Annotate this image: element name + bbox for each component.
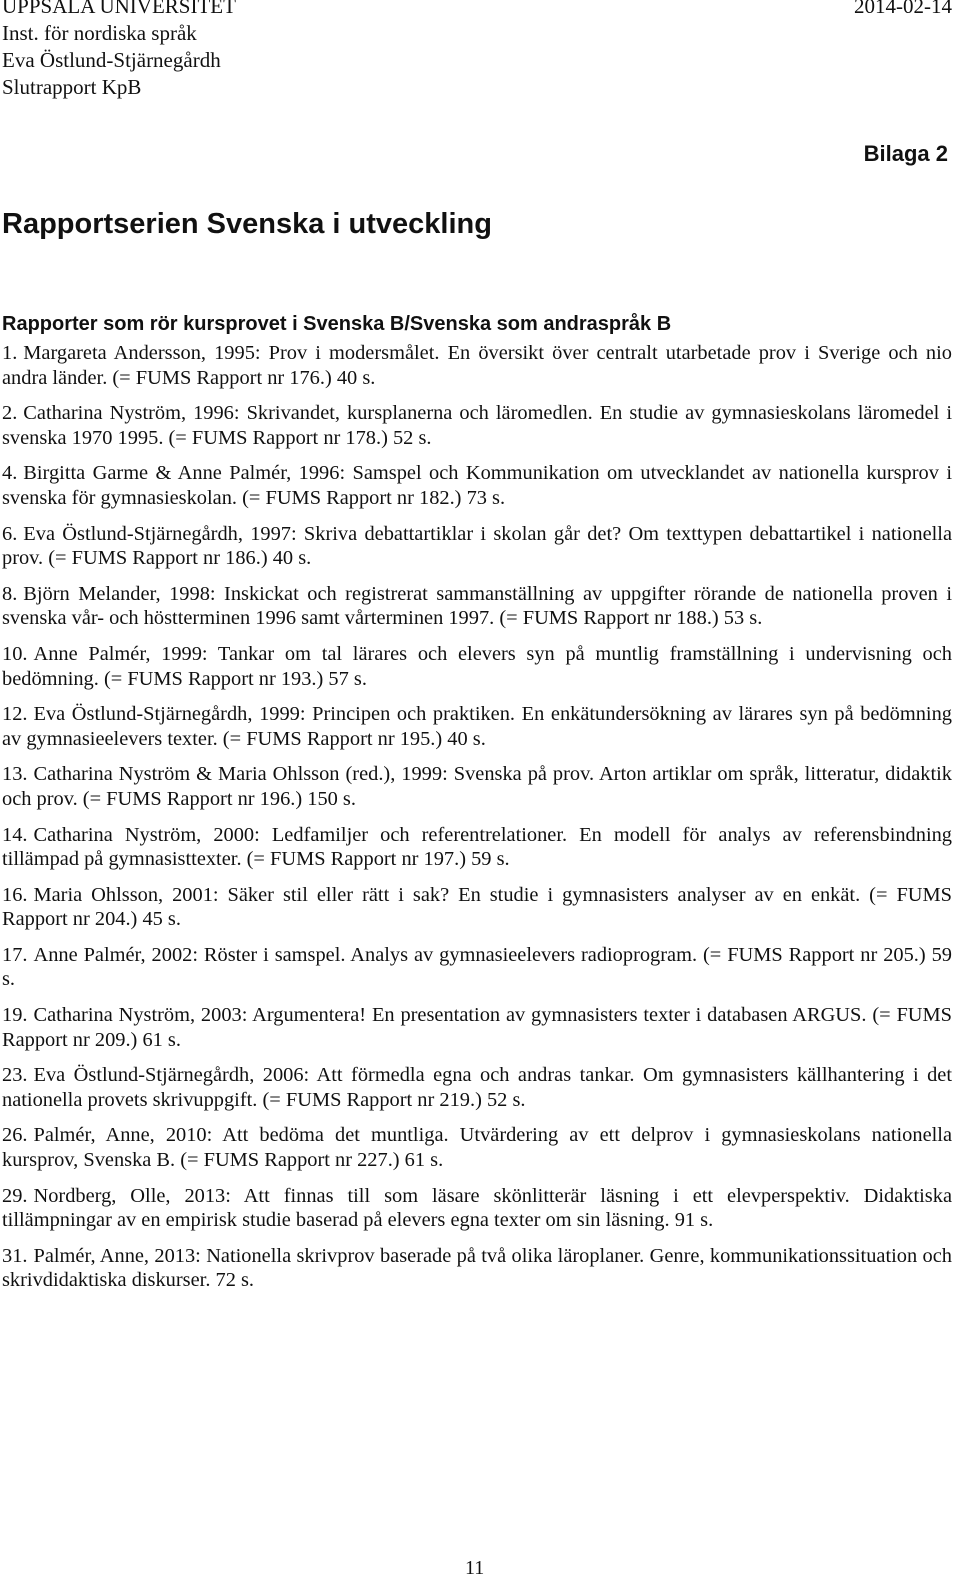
entry-number: 14. xyxy=(2,823,28,846)
list-item xyxy=(2,943,952,992)
list-item xyxy=(2,401,952,450)
entry-text: Eva Östlund-Stjärnegårdh, 1997: Skriva debattartiklar i skolan går det? Om texttypen debattartikel i nationella prov. (= FUMS Rapport nr 186.) 40 s. xyxy=(2,522,952,570)
list-item xyxy=(2,1123,952,1172)
list-item xyxy=(2,341,952,390)
entry-number: 13. xyxy=(2,763,28,786)
list-item xyxy=(2,762,952,811)
entry-number: 29. xyxy=(2,1184,28,1207)
entry-text: Björn Melander, 1998: Inskickat och registrerat sammanställning av uppgifter rörande de nationella proven i svenska vår- och höstterminen 1996 samt vårterminen 1997. (= FUMS Rapport nr 188.) 53 s. xyxy=(2,582,952,630)
entry-number: 1. xyxy=(2,342,18,364)
entry-number: 12. xyxy=(2,703,28,726)
header-date: 2014-02-14 xyxy=(854,0,952,18)
entry-text: Nordberg, Olle, 2013: Att finnas till som läsare skönlitterär läsning i ett elevperspektiv. Didaktiska tillämpningar av en empirisk studie baserad på elevers egna texter om sin läsning. 91 s. xyxy=(2,1184,952,1232)
list-item xyxy=(2,1063,952,1112)
page-title: Rapportserien Svenska i utveckling xyxy=(2,208,492,240)
list-item xyxy=(2,1003,952,1052)
entry-text: Eva Östlund-Stjärnegårdh, 2006: Att förmedla egna och andras tankar. Om gymnasisters källhantering i det nationella provets skrivuppgift. (= FUMS Rapport nr 219.) 52 s. xyxy=(2,1064,952,1111)
entry-text: Anne Palmér, 1999: Tankar om tal lärares och elevers syn på muntlig framställning i undervisning och bedömning. (= FUMS Rapport nr 193.) 57 s. xyxy=(2,642,952,690)
list-item xyxy=(2,1244,952,1293)
entry-number: 2. xyxy=(2,402,18,425)
entry-text: Catharina Nyström, 2003: Argumentera! En presentation av gymnasisters texter i databasen ARGUS. (= FUMS Rapport nr 209.) 61 s. xyxy=(2,1004,952,1051)
entry-number: 6. xyxy=(2,522,18,545)
entry-text: Margareta Andersson, 1995: Prov i modersmålet. En översikt över centralt utarbetade prov i Sverige och nio andra länder. (= FUMS Rapport nr 176.) 40 s. xyxy=(2,342,952,389)
entry-text: Maria Ohlsson, 2001: Säker stil eller rätt i sak? En studie i gymnasisters analyser av en enkät. (= FUMS Rapport nr 204.) 45 s. xyxy=(2,883,952,931)
entry-number: 16. xyxy=(2,883,28,906)
entry-text: Catharina Nyström, 2000: Ledfamiljer och referentrelationer. En modell för analys av referensbindning tillämpad på gymnasisttexter. (= FUMS Rapport nr 197.) 59 s. xyxy=(2,823,952,871)
entry-number: 23. xyxy=(2,1064,28,1087)
entry-text: Catharina Nyström & Maria Ohlsson (red.), 1999: Svenska på prov. Arton artiklar om språk, litteratur, didaktik och prov. (= FUMS Rapport nr 196.) 150 s. xyxy=(2,763,952,810)
list-item xyxy=(2,1184,952,1233)
header-block xyxy=(2,0,236,101)
page-number: 11 xyxy=(465,1557,485,1579)
header-author: Eva Östlund-Stjärnegårdh xyxy=(2,48,221,72)
entry-number: 10. xyxy=(2,642,28,665)
list-item xyxy=(2,582,952,631)
list-item xyxy=(2,642,952,691)
entry-number: 19. xyxy=(2,1004,28,1027)
entry-text: Catharina Nyström, 1996: Skrivandet, kursplanerna och läromedlen. En studie av gymnasieskolans läromedel i svenska 1970 1995. (= FUMS Rapport nr 178.) 52 s. xyxy=(2,402,952,449)
entry-text: Anne Palmér, 2002: Röster i samspel. Analys av gymnasieelevers radioprogram. (= FUMS Rapport nr 205.) 59 s. xyxy=(2,943,952,991)
entry-text: Palmér, Anne, 2010: Att bedöma det muntliga. Utvärdering av ett delprov i gymnasieskolans nationella kursprov, Svenska B. (= FUMS Rapport nr 227.) 61 s. xyxy=(2,1124,952,1172)
list-item xyxy=(2,883,952,932)
list-item xyxy=(2,461,952,510)
entry-text: Eva Östlund-Stjärnegårdh, 1999: Principen och praktiken. En enkätundersökning av lärares syn på bedömning av gymnasieelevers texter. (= FUMS Rapport nr 195.) 40 s. xyxy=(2,703,952,750)
header-report: Slutrapport KpB xyxy=(2,75,142,99)
appendix-label: Bilaga 2 xyxy=(863,141,948,166)
section-subtitle: Rapporter som rör kursprovet i Svenska B/Svenska som andraspråk B xyxy=(2,313,672,335)
header-university: UPPSALA UNIVERSITET xyxy=(2,0,236,18)
header-department: Inst. för nordiska språk xyxy=(2,21,197,45)
entry-number: 4. xyxy=(2,462,18,485)
entry-number: 31. xyxy=(2,1244,28,1267)
list-item xyxy=(2,702,952,751)
entry-text: Birgitta Garme & Anne Palmér, 1996: Samspel och Kommunikation om utvecklandet av nationella kursprov i svenska för gymnasieskolan. (= FUMS Rapport nr 182.) 73 s. xyxy=(2,462,952,509)
list-item xyxy=(2,823,952,872)
entry-number: 8. xyxy=(2,582,18,605)
entry-number: 26. xyxy=(2,1124,28,1147)
entry-text: Palmér, Anne, 2013: Nationella skrivprov baserade på två olika läroplaner. Genre, kommunikationssituation och skrivdidaktiska diskurser. 72 s. xyxy=(2,1244,952,1292)
list-item xyxy=(2,522,952,571)
entry-number: 17. xyxy=(2,943,28,966)
report-list xyxy=(2,341,952,1304)
